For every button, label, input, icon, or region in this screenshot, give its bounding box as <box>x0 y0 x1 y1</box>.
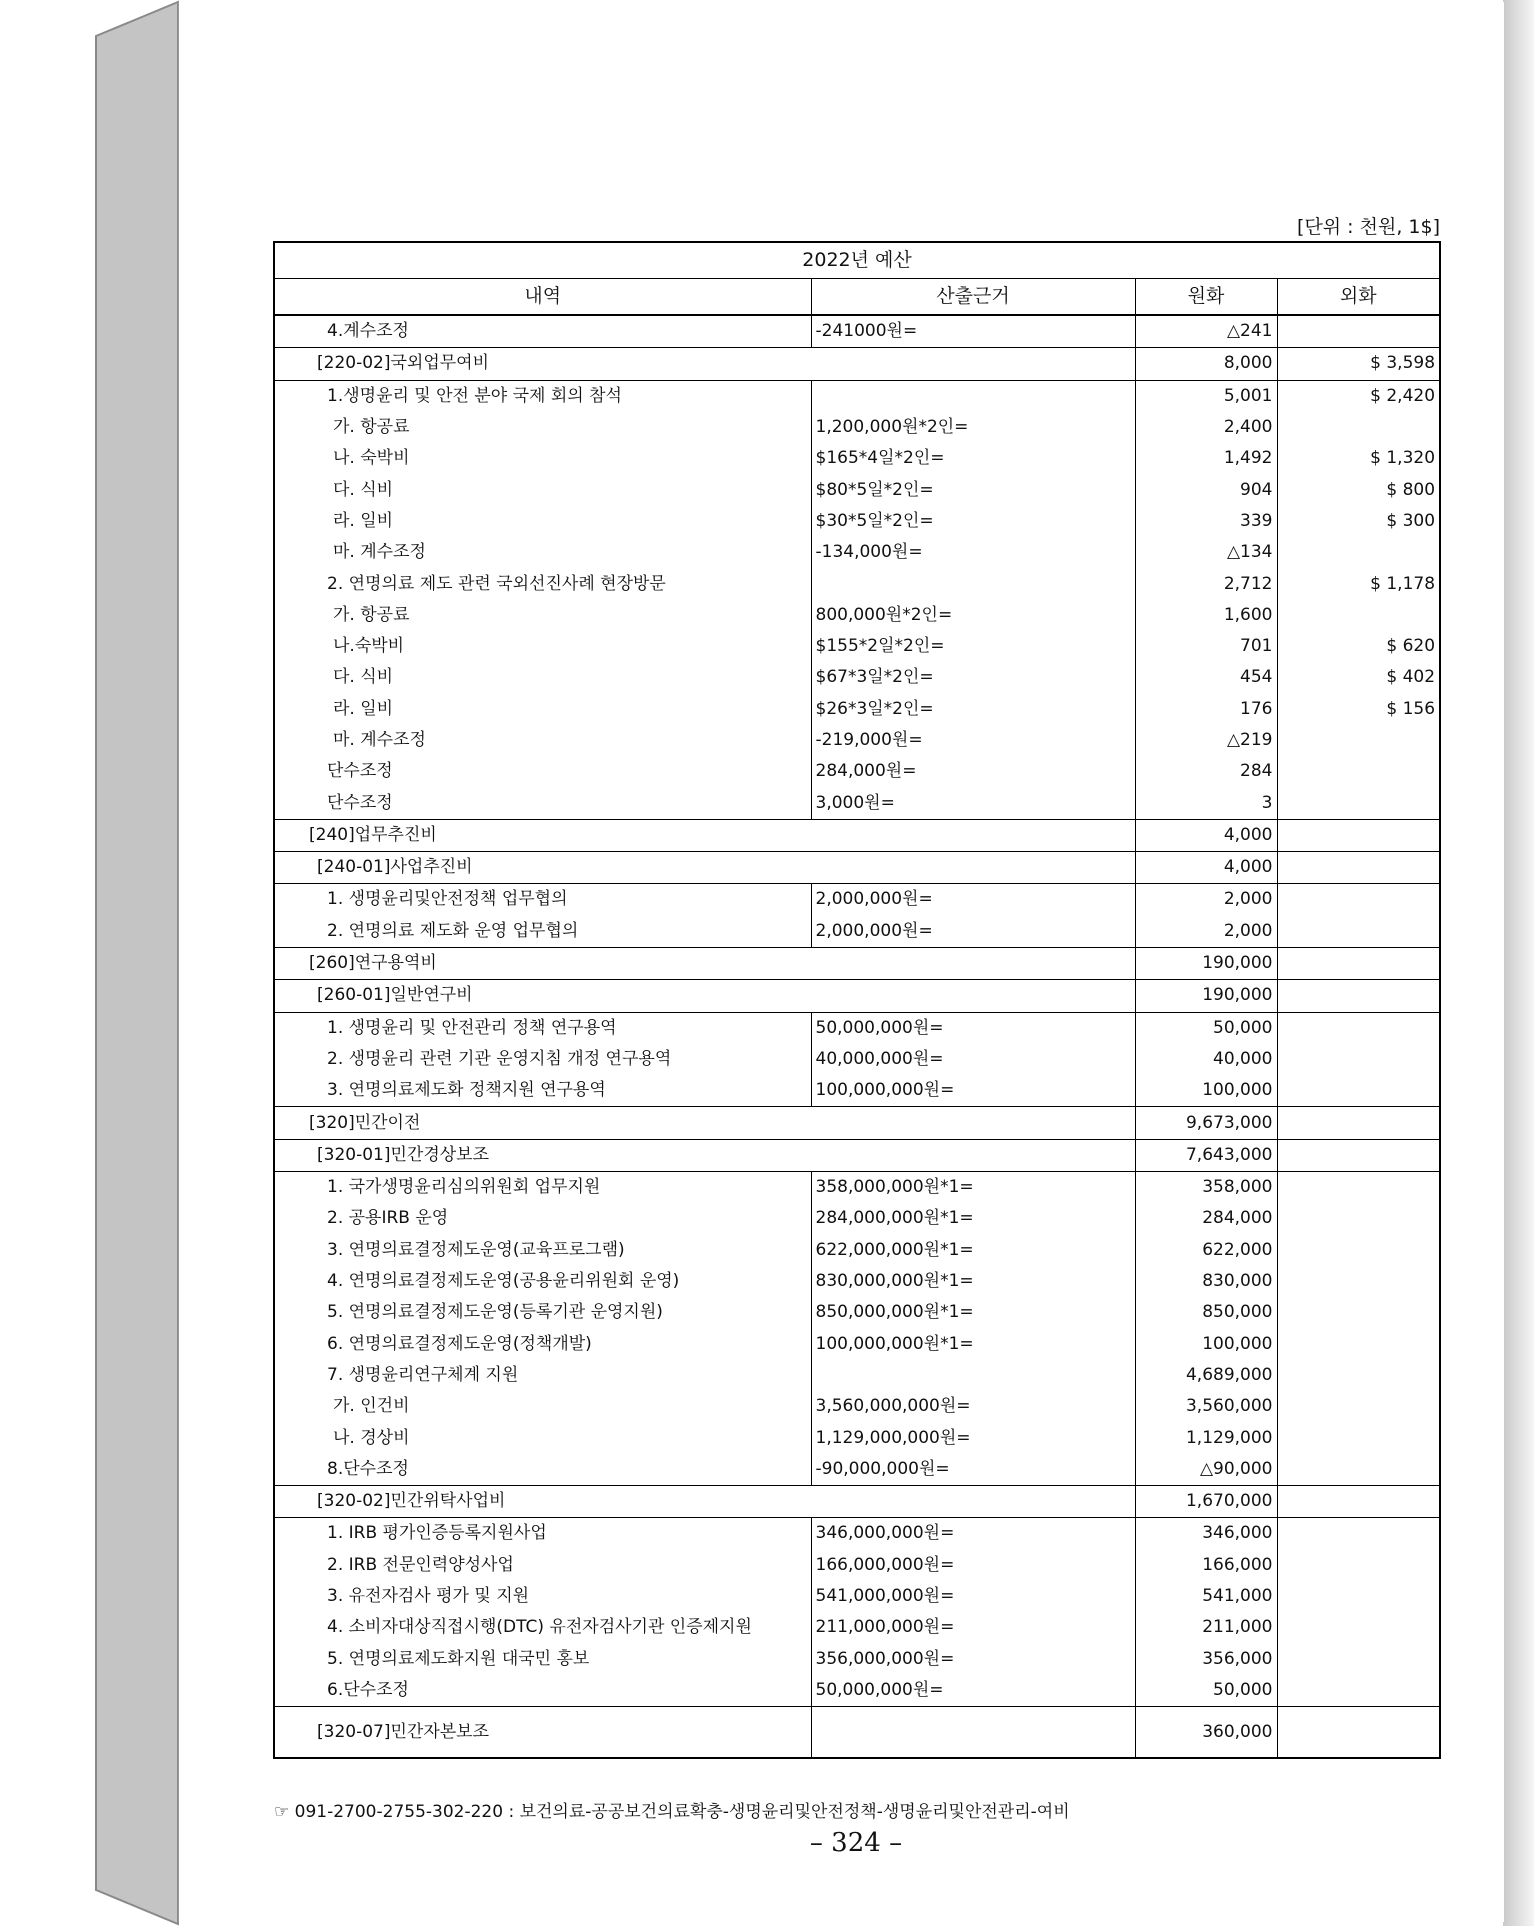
row-desc: 3. 연명의료결정제도운영(교육프로그램) <box>274 1235 811 1266</box>
row-desc: [260]연구용역비 <box>274 947 811 979</box>
row-basis: $165*4일*2인= <box>811 443 1135 474</box>
row-desc: 다. 식비 <box>274 662 811 693</box>
row-basis: 211,000,000원= <box>811 1612 1135 1643</box>
table-row <box>274 1107 1440 1139</box>
row-basis <box>811 380 1135 412</box>
table-row <box>274 1297 1440 1328</box>
table-row <box>274 348 1440 380</box>
row-basis: 100,000,000원*1= <box>811 1329 1135 1360</box>
row-basis: 830,000,000원*1= <box>811 1266 1135 1297</box>
table-row <box>274 852 1440 884</box>
row-krw: 454 <box>1135 662 1277 693</box>
table-row <box>274 568 1440 599</box>
row-krw: 701 <box>1135 631 1277 662</box>
row-desc: 1. 국가생명윤리심의위원회 업무지원 <box>274 1172 811 1204</box>
row-krw: 541,000 <box>1135 1581 1277 1612</box>
row-fx <box>1277 725 1440 756</box>
table-row <box>274 1707 1440 1759</box>
row-basis: 284,000원= <box>811 756 1135 787</box>
table-row <box>274 1139 1440 1171</box>
row-desc: 2. 연명의료 제도화 운영 업무협의 <box>274 916 811 948</box>
row-fx <box>1277 916 1440 948</box>
row-basis: 1,129,000,000원= <box>811 1422 1135 1453</box>
row-fx <box>1277 852 1440 884</box>
row-basis <box>811 1139 1135 1171</box>
row-krw: 622,000 <box>1135 1235 1277 1266</box>
row-krw: 190,000 <box>1135 980 1277 1012</box>
row-basis <box>811 1360 1135 1391</box>
row-krw: 358,000 <box>1135 1172 1277 1204</box>
table-row <box>274 1012 1440 1044</box>
row-krw: 211,000 <box>1135 1612 1277 1643</box>
table-row <box>274 1203 1440 1234</box>
row-desc: [220-02]국외업무여비 <box>274 348 811 380</box>
row-fx: $ 156 <box>1386 698 1436 719</box>
row-krw: 2,400 <box>1135 412 1277 443</box>
row-desc: 6.단수조정 <box>274 1675 811 1707</box>
row-desc: 1. 생명윤리 및 안전관리 정책 연구용역 <box>274 1012 811 1044</box>
row-desc: 5. 연명의료결정제도운영(등록기관 운영지원) <box>274 1297 811 1328</box>
row-basis: 50,000,000원= <box>811 1012 1135 1044</box>
row-krw: 356,000 <box>1135 1643 1277 1674</box>
row-fx <box>1277 1360 1440 1391</box>
row-krw: 284,000 <box>1135 1203 1277 1234</box>
row-krw: 1,600 <box>1135 600 1277 631</box>
table-row <box>274 631 1440 662</box>
row-desc: 단수조정 <box>274 756 811 787</box>
table-row <box>274 1485 1440 1517</box>
row-fx <box>1277 1550 1440 1581</box>
table-row <box>274 1581 1440 1612</box>
row-fx: $ 402 <box>1386 667 1436 688</box>
row-basis: -219,000원= <box>811 725 1135 756</box>
row-desc: [320-02]민간위탁사업비 <box>274 1485 811 1517</box>
row-desc: 6. 연명의료결정제도운영(정책개발) <box>274 1329 811 1360</box>
row-basis: 50,000,000원= <box>811 1675 1135 1707</box>
row-krw: 2,000 <box>1135 916 1277 948</box>
row-krw: 5,001 <box>1135 380 1277 412</box>
row-basis: 100,000,000원= <box>811 1075 1135 1107</box>
row-fx <box>1277 412 1440 443</box>
row-fx <box>1277 1485 1440 1517</box>
row-desc: [260-01]일반연구비 <box>274 980 811 1012</box>
page-shadow <box>1503 0 1534 1926</box>
row-desc: 라. 일비 <box>274 694 811 725</box>
row-fx <box>1277 1297 1440 1328</box>
table-row <box>274 600 1440 631</box>
row-fx <box>1277 1518 1440 1550</box>
row-fx <box>1277 1172 1440 1204</box>
table-row <box>274 380 1440 412</box>
header-fx: 외화 <box>1277 279 1440 316</box>
row-desc: 가. 인건비 <box>274 1391 811 1422</box>
row-basis: $155*2일*2인= <box>811 631 1135 662</box>
row-fx <box>1277 1235 1440 1266</box>
row-fx: $ 1,178 <box>1370 573 1436 594</box>
row-fx <box>1277 1107 1440 1139</box>
row-desc: 2. 공용IRB 운영 <box>274 1203 811 1234</box>
row-basis: 166,000,000원= <box>811 1550 1135 1581</box>
row-desc: 7. 생명윤리연구체계 지원 <box>274 1360 811 1391</box>
table-row <box>274 916 1440 948</box>
row-desc: 라. 일비 <box>274 506 811 537</box>
row-desc: 4. 연명의료결정제도운영(공용윤리위원회 운영) <box>274 1266 811 1297</box>
row-fx: $ 620 <box>1386 636 1436 657</box>
row-krw: 2,712 <box>1135 568 1277 599</box>
row-desc <box>274 819 811 851</box>
row-desc: 다. 식비 <box>274 474 811 505</box>
table-row <box>274 1550 1440 1581</box>
table-row <box>274 819 1440 851</box>
row-basis: -241000원= <box>811 315 1135 348</box>
row-krw: 2,000 <box>1135 884 1277 916</box>
table-row <box>274 662 1440 693</box>
row-krw: 176 <box>1135 694 1277 725</box>
row-basis: $30*5일*2인= <box>811 506 1135 537</box>
row-basis: 356,000,000원= <box>811 1643 1135 1674</box>
row-basis <box>811 947 1135 979</box>
table-row <box>274 1518 1440 1550</box>
row-fx: $ 800 <box>1386 479 1436 500</box>
row-krw: 4,000 <box>1135 852 1277 884</box>
header-basis: 산출근거 <box>811 279 1135 316</box>
row-fx: $ 2,420 <box>1277 380 1440 412</box>
row-krw: 190,000 <box>1135 947 1277 979</box>
row-krw: 40,000 <box>1135 1044 1277 1075</box>
row-basis: 3,560,000,000원= <box>811 1391 1135 1422</box>
row-basis: $26*3일*2인= <box>811 694 1135 725</box>
row-krw: 3 <box>1135 787 1277 819</box>
row-basis: 40,000,000원= <box>811 1044 1135 1075</box>
row-krw: 4,000 <box>1135 819 1277 851</box>
row-fx <box>1277 1581 1440 1612</box>
table-row <box>274 980 1440 1012</box>
row-fx <box>1277 537 1440 568</box>
row-desc: 나. 숙박비 <box>274 443 811 474</box>
row-desc: 가. 항공료 <box>274 412 811 443</box>
row-krw: 830,000 <box>1135 1266 1277 1297</box>
row-desc: [320-07]민간자본보조 <box>274 1707 811 1759</box>
table-row <box>274 412 1440 443</box>
row-desc: 4.계수조정 <box>274 315 811 348</box>
row-desc: [240-01]사업추진비 <box>274 852 811 884</box>
budget-table <box>273 241 1441 1759</box>
row-fx <box>1277 1075 1440 1107</box>
row-basis: 284,000,000원*1= <box>811 1203 1135 1234</box>
row-fx <box>1277 1454 1440 1486</box>
table-row <box>274 474 1440 505</box>
page-number: – 324 – <box>809 1828 903 1858</box>
header-krw: 원화 <box>1135 279 1277 316</box>
row-fx <box>1277 819 1440 851</box>
row-fx <box>1277 1203 1440 1234</box>
row-krw: 8,000 <box>1135 348 1277 380</box>
row-basis: 2,000,000원= <box>811 916 1135 948</box>
table-row <box>274 537 1440 568</box>
table-row <box>274 725 1440 756</box>
row-basis <box>811 819 1135 851</box>
header-description: 내역 <box>274 279 811 316</box>
table-row <box>274 1422 1440 1453</box>
row-fx <box>1277 1422 1440 1453</box>
table-row <box>274 1643 1440 1674</box>
table-row <box>274 1172 1440 1204</box>
row-desc: 1. 생명윤리및안전정책 업무협의 <box>274 884 811 916</box>
row-fx <box>1277 980 1440 1012</box>
row-desc: 3. 연명의료제도화 정책지원 연구용역 <box>274 1075 811 1107</box>
row-basis: -90,000,000원= <box>811 1454 1135 1486</box>
table-row <box>274 1266 1440 1297</box>
row-desc-text: [240]업무추진비 <box>309 824 437 845</box>
row-basis: 358,000,000원*1= <box>811 1172 1135 1204</box>
row-fx <box>1277 1675 1440 1707</box>
row-basis <box>811 1485 1135 1517</box>
table-row <box>274 1675 1440 1707</box>
row-krw: 850,000 <box>1135 1297 1277 1328</box>
row-basis: $80*5일*2인= <box>811 474 1135 505</box>
row-fx <box>1277 1707 1440 1759</box>
row-desc: 5. 연명의료제도화지원 대국민 홍보 <box>274 1643 811 1674</box>
table-row <box>274 1235 1440 1266</box>
row-fx <box>1277 1044 1440 1075</box>
row-desc: 8.단수조정 <box>274 1454 811 1486</box>
row-krw: 346,000 <box>1135 1518 1277 1550</box>
row-basis: -134,000원= <box>811 537 1135 568</box>
row-krw: 7,643,000 <box>1135 1139 1277 1171</box>
row-krw: 100,000 <box>1135 1075 1277 1107</box>
row-basis <box>811 980 1135 1012</box>
row-desc: 1. IRB 평가인증등록지원사업 <box>274 1518 811 1550</box>
row-krw: △90,000 <box>1135 1454 1277 1486</box>
row-krw: 284 <box>1135 756 1277 787</box>
row-fx <box>1277 1266 1440 1297</box>
row-fx <box>1277 756 1440 787</box>
row-krw: 166,000 <box>1135 1550 1277 1581</box>
row-basis: $67*3일*2인= <box>811 662 1135 693</box>
row-krw: 360,000 <box>1135 1707 1277 1759</box>
unit-note: [단위 : 천원, 1$] <box>1297 216 1440 238</box>
row-krw: 50,000 <box>1135 1675 1277 1707</box>
row-desc: 2. 연명의료 제도 관련 국외선진사례 현장방문 <box>274 568 811 599</box>
row-krw: △219 <box>1135 725 1277 756</box>
row-fx: $ 1,320 <box>1370 448 1436 469</box>
row-desc: [320]민간이전 <box>274 1107 811 1139</box>
row-basis: 800,000원*2인= <box>811 600 1135 631</box>
row-krw: 9,673,000 <box>1135 1107 1277 1139</box>
table-row <box>274 756 1440 787</box>
row-fx <box>1277 1139 1440 1171</box>
row-basis: 850,000,000원*1= <box>811 1297 1135 1328</box>
row-fx <box>1277 315 1440 348</box>
table-row <box>274 1044 1440 1075</box>
row-desc: [320-01]민간경상보조 <box>274 1139 811 1171</box>
table-row <box>274 315 1440 348</box>
row-desc: 나. 경상비 <box>274 1422 811 1453</box>
table-row <box>274 947 1440 979</box>
row-fx <box>1277 1391 1440 1422</box>
row-krw: 339 <box>1135 506 1277 537</box>
table-row <box>274 506 1440 537</box>
row-desc: 2. 생명윤리 관련 기관 운영지침 개정 연구용역 <box>274 1044 811 1075</box>
table-row <box>274 1454 1440 1486</box>
row-basis: 622,000,000원*1= <box>811 1235 1135 1266</box>
row-basis <box>811 348 1135 380</box>
row-desc: 마. 계수조정 <box>274 725 811 756</box>
budget-code-note: ☞ 091-2700-2755-302-220 : 보건의료-공공보건의료확충-생명윤리및안전정책-생명윤리및안전관리-여비 <box>274 1802 1070 1822</box>
row-desc: 마. 계수조정 <box>274 537 811 568</box>
row-basis <box>811 1107 1135 1139</box>
row-fx <box>1277 1643 1440 1674</box>
row-krw: 3,560,000 <box>1135 1391 1277 1422</box>
table-row <box>274 1075 1440 1107</box>
row-desc: 1.생명윤리 및 안전 분야 국제 회의 참석 <box>274 380 811 412</box>
row-desc: 가. 항공료 <box>274 600 811 631</box>
row-krw: 4,689,000 <box>1135 1360 1277 1391</box>
table-row <box>274 1391 1440 1422</box>
row-fx: $ 3,598 <box>1277 348 1440 380</box>
row-fx <box>1277 884 1440 916</box>
row-basis: 2,000,000원= <box>811 884 1135 916</box>
table-row <box>274 884 1440 916</box>
row-fx <box>1277 947 1440 979</box>
row-desc: 나.숙박비 <box>274 631 811 662</box>
row-krw: 1,670,000 <box>1135 1485 1277 1517</box>
table-row <box>274 1360 1440 1391</box>
row-krw: 1,129,000 <box>1135 1422 1277 1453</box>
row-krw: △241 <box>1135 315 1277 348</box>
row-fx <box>1277 1329 1440 1360</box>
row-krw: 904 <box>1135 474 1277 505</box>
table-row <box>274 1612 1440 1643</box>
row-desc: 2. IRB 전문인력양성사업 <box>274 1550 811 1581</box>
table-row <box>274 694 1440 725</box>
row-basis <box>811 1707 1135 1759</box>
row-krw: 50,000 <box>1135 1012 1277 1044</box>
row-krw: △134 <box>1135 537 1277 568</box>
table-row <box>274 787 1440 819</box>
row-desc: 4. 소비자대상직접시행(DTC) 유전자검사기관 인증제지원 <box>274 1612 811 1643</box>
row-fx <box>1277 787 1440 819</box>
row-basis: 3,000원= <box>811 787 1135 819</box>
row-fx <box>1277 1012 1440 1044</box>
row-krw: 1,492 <box>1135 443 1277 474</box>
row-basis: 346,000,000원= <box>811 1518 1135 1550</box>
row-fx: $ 300 <box>1386 510 1436 531</box>
table-row <box>274 443 1440 474</box>
row-fx <box>1277 600 1440 631</box>
row-fx <box>1277 1612 1440 1643</box>
row-basis <box>811 852 1135 884</box>
row-desc: 단수조정 <box>274 787 811 819</box>
table-title: 2022년 예산 <box>274 242 1440 279</box>
row-basis: 1,200,000원*2인= <box>811 412 1135 443</box>
row-krw: 100,000 <box>1135 1329 1277 1360</box>
row-basis: 541,000,000원= <box>811 1581 1135 1612</box>
table-row <box>274 1329 1440 1360</box>
row-basis <box>811 568 1135 599</box>
row-desc: 3. 유전자검사 평가 및 지원 <box>274 1581 811 1612</box>
